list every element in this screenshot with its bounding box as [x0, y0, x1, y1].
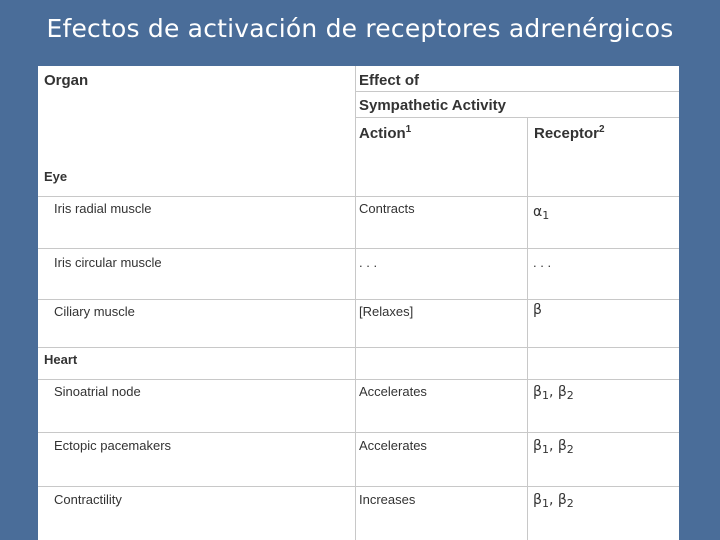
header-action [359, 124, 411, 142]
section-heading-eye: Eye [44, 169, 68, 184]
action-cell: Increases [359, 492, 416, 507]
receptor-symbol: β [533, 438, 542, 454]
slide-title: Efectos de activación de receptores adrenérgicos [46, 14, 674, 43]
organ-cell: Ectopic pacemakers [54, 438, 172, 453]
receptor-subtype: 2 [566, 389, 574, 402]
receptor-table [38, 66, 679, 540]
header-organ: Organ [44, 72, 89, 89]
action-cell: Accelerates [359, 384, 427, 399]
action-cell: Contracts [359, 201, 415, 216]
header-effect-line2: Sympathetic Activity [359, 97, 506, 114]
grid-line [38, 299, 679, 300]
receptor-subtype: 1 [541, 497, 549, 510]
header-receptor [534, 124, 605, 142]
receptor-subtype: 2 [566, 443, 574, 456]
header-effect-line1: Effect of [359, 72, 419, 89]
receptor-subtype: 1 [541, 389, 549, 402]
organ-cell: Iris circular muscle [54, 255, 162, 270]
receptor-separator: , [548, 492, 558, 508]
receptor-symbol: α [533, 204, 543, 220]
receptor-subtype: 1 [542, 209, 550, 222]
receptor-cell: . . . [533, 255, 552, 270]
receptor-symbol: β [557, 384, 567, 400]
grid-line [527, 117, 528, 540]
grid-line [38, 347, 679, 348]
receptor-symbol: β [533, 384, 542, 400]
organ-cell: Contractility [54, 492, 122, 507]
receptor-cell [533, 204, 549, 222]
grid-line [355, 66, 356, 540]
section-heading-heart: Heart [44, 352, 78, 367]
header-receptor-footnote: 2 [599, 124, 605, 135]
grid-line [38, 379, 679, 380]
grid-line [38, 486, 679, 487]
action-cell: [Relaxes] [359, 304, 414, 319]
grid-line [38, 196, 679, 197]
grid-line [355, 91, 679, 92]
header-receptor-label: Receptor [534, 125, 600, 142]
action-cell: . . . [359, 255, 378, 270]
receptor-subtype: 2 [566, 497, 574, 510]
receptor-cell [533, 438, 574, 456]
receptor-cell: β [533, 302, 542, 318]
header-action-label: Action [359, 125, 406, 142]
organ-cell: Sinoatrial node [54, 384, 141, 399]
receptor-symbol: β [557, 438, 567, 454]
grid-line [38, 432, 679, 433]
header-action-footnote: 1 [405, 124, 412, 135]
receptor-cell [533, 384, 574, 402]
grid-line [38, 248, 679, 249]
receptor-symbol: β [533, 492, 542, 508]
receptor-symbol: β [557, 492, 567, 508]
action-cell: Accelerates [359, 438, 427, 453]
receptor-separator: , [548, 438, 558, 454]
organ-cell: Ciliary muscle [54, 304, 135, 319]
organ-cell: Iris radial muscle [54, 201, 152, 216]
receptor-subtype: 1 [541, 443, 549, 456]
receptor-cell [533, 492, 574, 510]
grid-line [355, 117, 679, 118]
receptor-separator: , [548, 384, 558, 400]
